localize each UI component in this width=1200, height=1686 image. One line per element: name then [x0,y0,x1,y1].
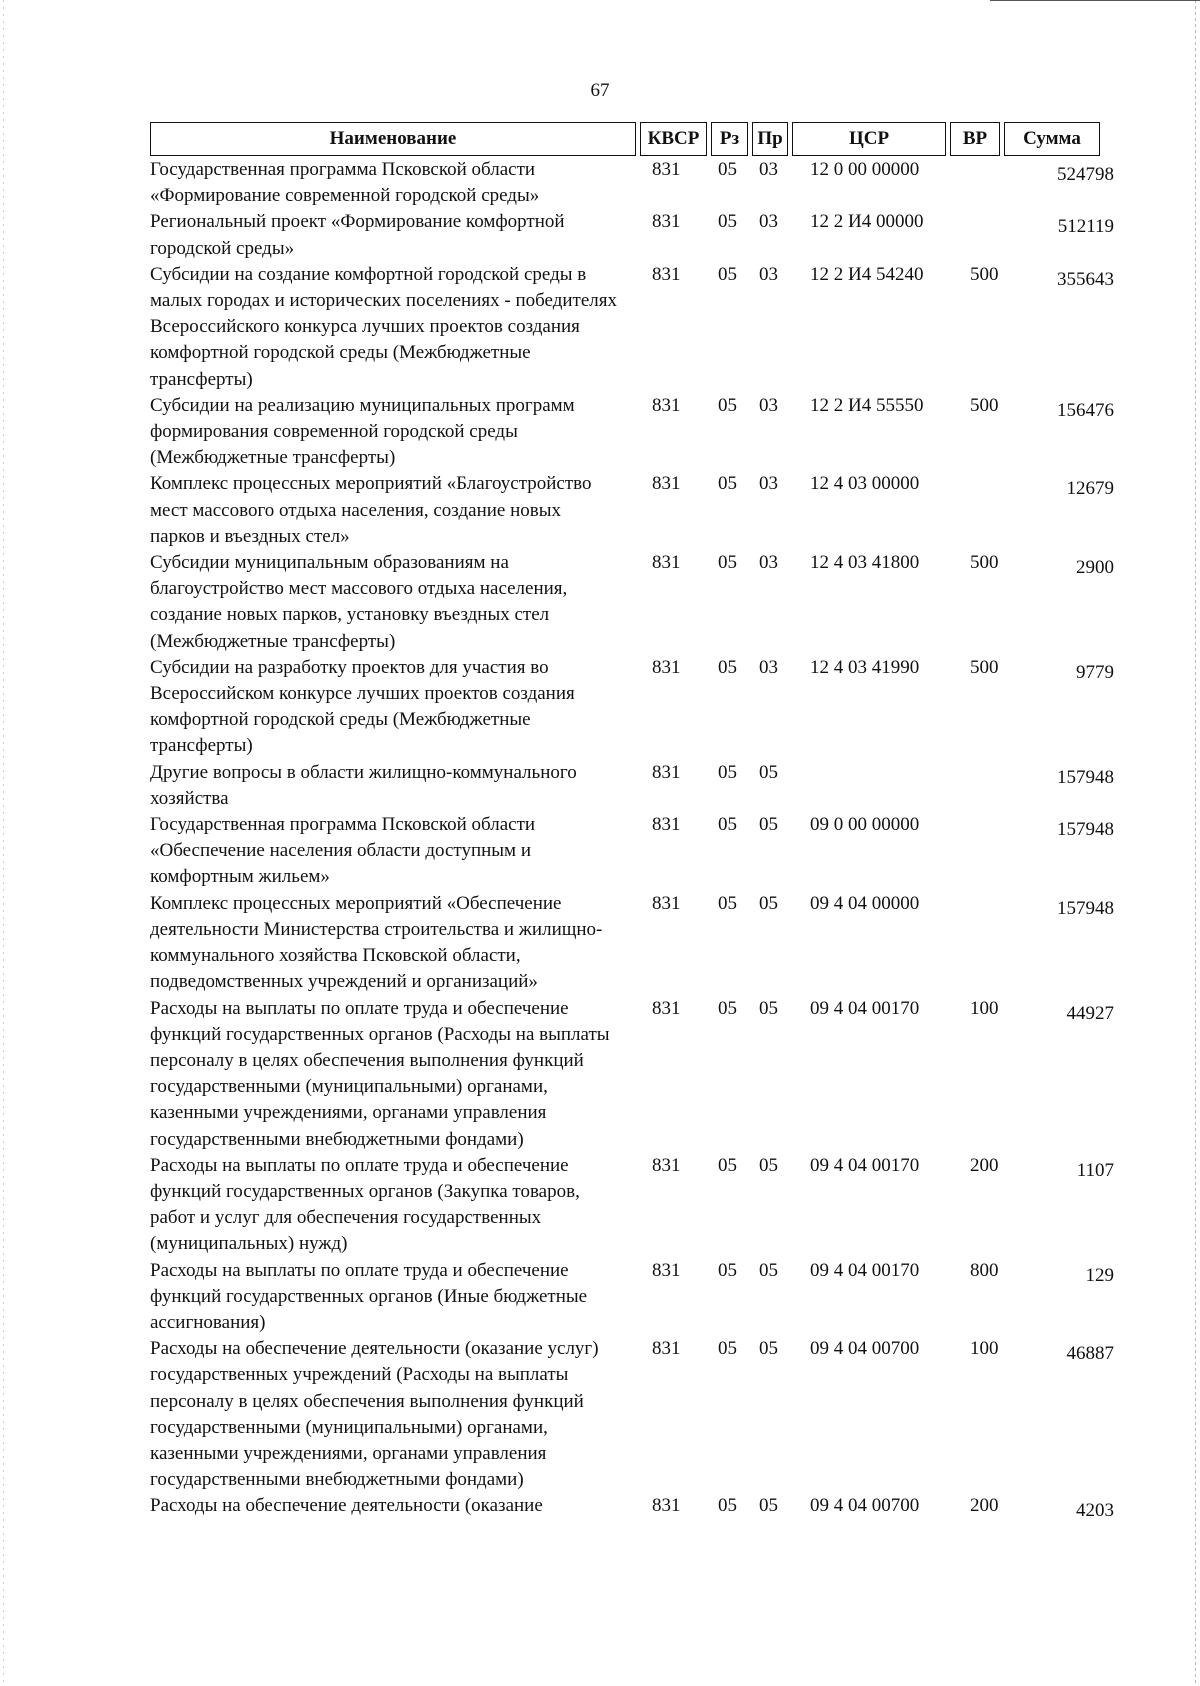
table-row [0,1493,1200,1522]
row-rz: 05 [718,997,737,1019]
row-sum: 9779 [1076,661,1114,683]
row-vr: 100 [970,1338,999,1360]
row-rz: 05 [718,211,737,233]
row-csr: 12 0 00 00000 [810,159,920,180]
row-pr: 03 [759,552,778,574]
row-kvsr: 831 [652,1338,681,1360]
row-csr: 09 4 04 00700 [810,1338,920,1360]
row-rz: 05 [718,263,737,285]
row-rz: 05 [718,892,737,914]
row-rz: 05 [718,552,737,574]
table-body [0,157,1200,1520]
row-name: Расходы на выплаты по оплате труда и обеспечение функций государственных органов (Иные бюджетные ассигнования) [150,1259,588,1333]
row-pr: 03 [759,159,778,180]
row-sum: 157948 [1057,819,1114,841]
table-row [0,760,1200,812]
header-rz: Рз [711,122,748,156]
row-sum: 1107 [1076,1159,1114,1181]
table-row [0,209,1200,261]
table-row [0,996,1200,1153]
row-pr: 03 [759,473,778,495]
scan-top-line [990,0,1200,1]
table-row [0,812,1200,891]
row-rz: 05 [718,656,737,678]
header-pr: Пр [752,122,788,156]
row-kvsr: 831 [652,761,681,783]
row-pr: 03 [759,211,778,233]
row-name: Субсидии на реализацию муниципальных программ формирования современной городской среды (Межбюджетные трансферты) [150,394,575,469]
row-rz: 05 [718,814,737,836]
row-csr: 12 2 И4 00000 [810,211,924,233]
row-name: Расходы на выплаты по оплате труда и обеспечение функций государственных органов (Расходы на выплаты персоналу в целях обеспечения выполнения функций государственными (муниципальными) органами, казенными учреждениями, органами управления государственными внебюджетными фондами) [150,997,610,1150]
table-row [0,393,1200,472]
table-row [0,471,1200,550]
row-name: Субсидии муниципальным образованиям на благоустройство мест массового отдыха населения, создание новых парков, установку въездных стел (Межбюджетные трансферты) [150,552,568,652]
header-vr: ВР [950,122,1000,156]
row-sum: 355643 [1057,268,1114,290]
header-sum: Сумма [1004,122,1100,156]
row-kvsr: 831 [652,552,681,574]
row-csr: 12 2 И4 54240 [810,263,924,285]
row-kvsr: 831 [652,656,681,678]
row-kvsr: 831 [652,211,681,233]
row-rz: 05 [718,394,737,416]
row-csr: 12 4 03 41800 [810,552,920,574]
row-pr: 03 [759,656,778,678]
row-pr: 05 [759,814,778,836]
row-vr: 200 [970,1495,999,1517]
table-row [0,157,1200,209]
row-sum: 157948 [1057,766,1114,788]
row-sum: 129 [1085,1264,1114,1286]
row-vr: 500 [970,656,999,678]
row-csr: 09 4 04 00700 [810,1495,920,1517]
row-kvsr: 831 [652,159,681,180]
table-row [0,1336,1200,1493]
row-rz: 05 [718,1259,737,1281]
row-csr: 09 4 04 00170 [810,997,920,1019]
table-header [150,122,1100,158]
table-row [0,655,1200,760]
row-kvsr: 831 [652,1495,681,1517]
row-sum: 524798 [1057,164,1114,185]
row-name: Субсидии на разработку проектов для участия во Всероссийском конкурсе лучших проектов создания комфортной городской среды (Межбюджетные трансферты) [150,656,575,757]
row-csr: 12 2 И4 55550 [810,394,924,416]
row-csr: 09 0 00 00000 [810,814,920,836]
row-rz: 05 [718,1154,737,1176]
page-number: 67 [590,80,610,101]
row-csr: 09 4 04 00000 [810,892,920,914]
row-kvsr: 831 [652,997,681,1019]
row-pr: 05 [759,1154,778,1176]
header-kvsr: КВСР [640,122,707,156]
row-pr: 05 [759,761,778,783]
row-kvsr: 831 [652,814,681,836]
row-name: Государственная программа Псковской области «Формирование современной городской среды» [150,159,540,207]
row-kvsr: 831 [652,394,681,416]
row-kvsr: 831 [652,892,681,914]
row-rz: 05 [718,159,737,180]
row-pr: 03 [759,394,778,416]
row-rz: 05 [718,473,737,495]
table-row [0,1258,1200,1337]
row-rz: 05 [718,1338,737,1360]
row-sum: 157948 [1057,897,1114,919]
row-sum: 44927 [1066,1002,1114,1024]
table-row [0,550,1200,655]
row-csr: 12 4 03 41990 [810,656,920,678]
row-csr: 09 4 04 00170 [810,1154,920,1176]
row-name: Расходы на выплаты по оплате труда и обеспечение функций государственных органов (Закупка товаров, работ и услуг для обеспечения государственных (муниципальных) нужд) [150,1154,580,1255]
row-rz: 05 [718,1495,737,1517]
row-kvsr: 831 [652,1259,681,1281]
row-vr: 200 [970,1154,999,1176]
row-sum: 2900 [1076,557,1114,579]
row-csr: 12 4 03 00000 [810,473,920,495]
row-name: Государственная программа Псковской области «Обеспечение населения области доступным и комфортным жильем» [150,814,536,888]
header-csr: ЦСР [792,122,946,156]
row-pr: 05 [759,1259,778,1281]
row-name: Комплекс процессных мероприятий «Благоустройство мест массового отдыха населения, создание новых парков и въездных стел» [150,473,592,547]
row-pr: 05 [759,892,778,914]
row-vr: 500 [970,552,999,574]
row-name: Расходы на обеспечение деятельности (оказание услуг) государственных учреждений (Расходы на выплаты персоналу в целях обеспечения выполнения функций государственными (муниципальными) органами, казенными учреждениями, органами управления государственными внебюджетными фондами) [150,1338,599,1491]
table-row [0,262,1200,393]
row-sum: 512119 [1057,216,1114,238]
row-kvsr: 831 [652,263,681,285]
row-pr: 03 [759,263,778,285]
row-sum: 46887 [1066,1343,1114,1365]
row-name: Субсидии на создание комфортной городской среды в малых городах и исторических поселениях - победителях Всероссийского конкурса лучших проектов создания комфортной городской среды (Межбюджетные трансферты) [150,263,618,390]
row-name: Другие вопросы в области жилищно-коммунального хозяйства [150,761,577,809]
row-name: Комплекс процессных мероприятий «Обеспечение деятельности Министерства строительства и жилищно-коммунального хозяйства Псковской области, подведомственных учреждений и организаций» [150,892,603,993]
row-sum: 12679 [1066,478,1114,500]
row-name: Региональный проект «Формирование комфортной городской среды» [150,211,565,259]
row-kvsr: 831 [652,473,681,495]
row-vr: 800 [970,1259,999,1281]
row-sum: 4203 [1076,1500,1114,1522]
row-pr: 05 [759,1495,778,1517]
table-row [0,891,1200,996]
row-pr: 05 [759,1338,778,1360]
row-kvsr: 831 [652,1154,681,1176]
row-vr: 100 [970,997,999,1019]
row-sum: 156476 [1057,399,1114,421]
row-rz: 05 [718,761,737,783]
row-name: Расходы на обеспечение деятельности (оказание [150,1495,543,1517]
row-pr: 05 [759,997,778,1019]
row-csr: 09 4 04 00170 [810,1259,920,1281]
header-name: Наименование [150,122,636,156]
table-row [0,1153,1200,1258]
row-vr: 500 [970,263,999,285]
row-vr: 500 [970,394,999,416]
